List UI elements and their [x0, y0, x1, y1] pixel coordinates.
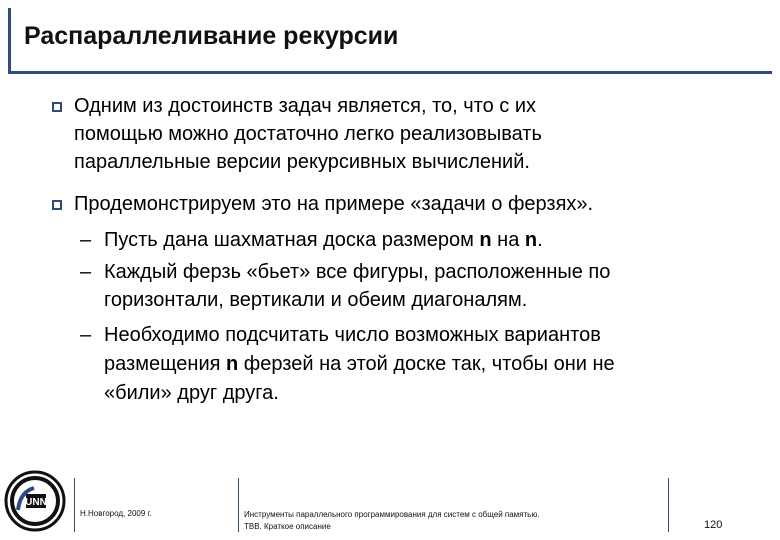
footer-divider: [74, 478, 75, 532]
sub3-line1: Необходимо подсчитать число возможных вариантов: [104, 324, 601, 346]
sub1-text-c: на: [491, 229, 525, 251]
sub1-line: [104, 228, 543, 252]
slide-title: Распараллеливание рекурсии: [24, 22, 399, 50]
sub2-line2: горизонтали, вертикали и обеим диагоналям.: [104, 289, 528, 311]
svg-text:UNN: UNN: [25, 497, 47, 508]
sub3-line3: «били» друг друга.: [104, 382, 279, 404]
bullet1-line2: помощью можно достаточно легко реализовывать: [74, 123, 542, 145]
footer-place: Н.Новгород, 2009 г.: [80, 509, 152, 518]
sub3-text-c: ферзей на этой доске так, чтобы они не: [238, 353, 615, 375]
footer-course-line1: Инструменты параллельного программирования для систем с общей памятью.: [244, 510, 540, 519]
footer-course-line2: ТВВ. Краткое описание: [244, 522, 331, 531]
sub1-text-e: .: [537, 229, 543, 251]
bullet1-line3: параллельные версии рекурсивных вычислений.: [74, 151, 530, 173]
sub3-text-a: размещения: [104, 353, 227, 375]
bullet2-line1: Продемонстрируем это на примере «задачи о ферзях».: [74, 193, 594, 215]
footer-divider: [238, 478, 239, 532]
sub2-dash: –: [80, 261, 92, 283]
sub2-line1: Каждый ферзь «бьет» все фигуры, расположенные по: [104, 261, 611, 283]
sub1-n2: n: [524, 229, 538, 251]
sub1-dash: –: [80, 229, 92, 251]
page-number: 120: [704, 519, 723, 531]
unn-logo-icon: [4, 470, 66, 532]
square-bullet-icon: [52, 200, 62, 210]
footer-divider: [668, 478, 669, 532]
sub1-n1: n: [479, 229, 492, 251]
sub3-n: n: [226, 353, 239, 375]
sub3-line2: [104, 352, 615, 376]
bullet1-line1: Одним из достоинств задач является, то, что с их: [74, 95, 537, 117]
sub1-text-a: Пусть дана шахматная доска размером: [104, 229, 480, 251]
sub3-dash: –: [80, 324, 92, 346]
square-bullet-icon: [52, 102, 62, 112]
slide-footer: [0, 470, 780, 540]
